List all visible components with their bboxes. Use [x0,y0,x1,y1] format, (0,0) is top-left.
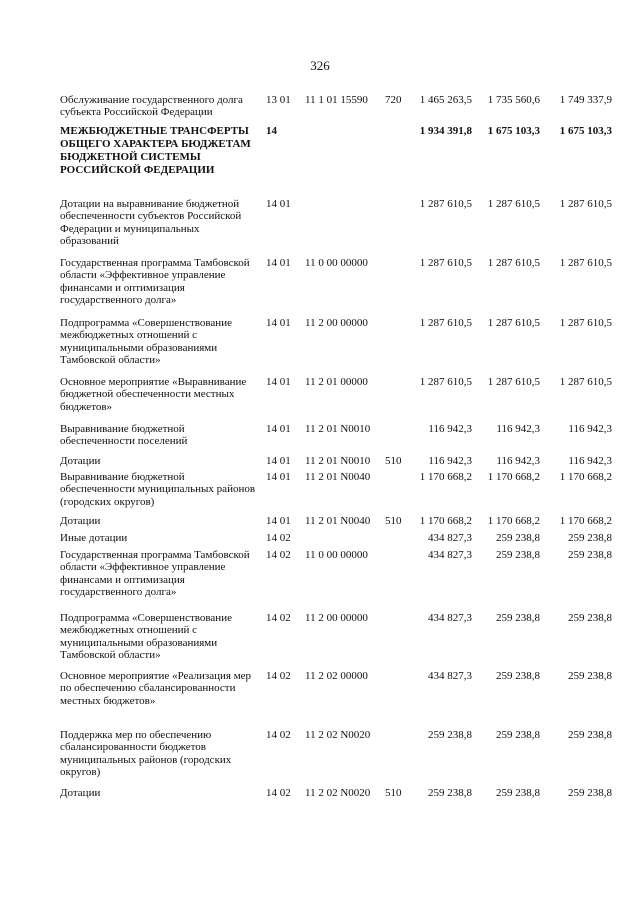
row-value-2: 259 238,8 [496,612,540,624]
row-value-1: 434 827,3 [428,612,472,624]
row-value-2: 259 238,8 [496,549,540,561]
row-value-2: 1 287 610,5 [487,317,540,329]
row-value-1: 1 287 610,5 [419,257,472,269]
row-section: 14 02 [266,729,291,741]
row-value-3: 1 287 610,5 [559,317,612,329]
row-value-2: 259 238,8 [496,787,540,799]
row-section: 14 02 [266,670,291,682]
row-target-article: 11 0 00 00000 [305,549,368,561]
row-value-2: 1 287 610,5 [487,376,540,388]
row-expense-type: 510 [385,515,402,527]
row-target-article: 11 2 00 00000 [305,612,368,624]
row-value-3: 1 287 610,5 [559,198,612,210]
row-value-2: 1 287 610,5 [487,257,540,269]
row-value-3: 1 749 337,9 [559,94,612,106]
row-value-3: 116 942,3 [568,455,612,467]
row-section: 14 01 [266,317,291,329]
row-target-article: 11 2 01 00000 [305,376,368,388]
row-section: 14 02 [266,612,291,624]
row-section: 14 01 [266,257,291,269]
row-section: 14 01 [266,455,291,467]
row-name: Основное мероприятие «Выравнивание бюджетной обеспеченности местных бюджетов» [60,376,247,413]
row-value-3: 1 170 668,2 [559,471,612,483]
row-name: Поддержка мер по обеспечению сбалансированности бюджетов муниципальных районов (городских округов) [60,729,232,779]
row-value-1: 259 238,8 [428,729,472,741]
row-value-1: 1 465 263,5 [419,94,472,106]
row-section: 14 01 [266,423,291,435]
row-value-1: 1 170 668,2 [419,471,472,483]
row-expense-type: 510 [385,455,402,467]
row-value-1: 1 287 610,5 [419,198,472,210]
row-section: 14 01 [266,376,291,388]
row-name: Иные дотации [60,532,128,544]
row-value-3: 1 287 610,5 [559,257,612,269]
row-target-article: 11 0 00 00000 [305,257,368,269]
row-name: Дотации [60,455,101,467]
row-name: МЕЖБЮДЖЕТНЫЕ ТРАНСФЕРТЫ ОБЩЕГО ХАРАКТЕРА БЮДЖЕТАМ БЮДЖЕТНОЙ СИСТЕМЫ РОССИЙСКОЙ ФЕДЕРАЦИИ [60,125,251,176]
row-target-article: 11 2 01 N0010 [305,455,371,467]
row-name: Государственная программа Тамбовской области «Эффективное управление финансами и оптимизация государственного долга» [60,549,250,599]
row-name: Обслуживание государственного долга субъекта Российской Федерации [60,94,243,119]
row-target-article: 11 2 00 00000 [305,317,368,329]
row-value-1: 1 170 668,2 [419,515,472,527]
row-value-3: 259 238,8 [568,549,612,561]
row-section: 14 01 [266,198,291,210]
row-value-2: 259 238,8 [496,670,540,682]
row-name: Подпрограмма «Совершенствование межбюджетных отношений с муниципальными образованиями Тамбовской области» [60,317,232,367]
row-value-1: 1 934 391,8 [419,125,472,137]
row-value-3: 1 287 610,5 [559,376,612,388]
row-expense-type: 720 [385,94,402,106]
row-value-3: 259 238,8 [568,787,612,799]
row-value-3: 259 238,8 [568,612,612,624]
row-value-3: 259 238,8 [568,532,612,544]
row-section: 14 02 [266,787,291,799]
row-name: Выравнивание бюджетной обеспеченности поселений [60,423,188,448]
row-value-1: 434 827,3 [428,532,472,544]
page-number: 326 [310,58,330,73]
row-section: 14 02 [266,532,291,544]
row-section: 14 [266,125,277,137]
row-value-3: 1 675 103,3 [559,125,612,137]
row-target-article: 11 2 01 N0040 [305,515,371,527]
row-value-2: 259 238,8 [496,532,540,544]
row-name: Выравнивание бюджетной обеспеченности муниципальных районов (городских округов) [60,471,256,508]
row-section: 14 01 [266,471,291,483]
row-value-3: 116 942,3 [568,423,612,435]
row-target-article: 11 1 01 15590 [305,94,368,106]
row-section: 14 02 [266,549,291,561]
row-value-3: 259 238,8 [568,729,612,741]
row-value-3: 259 238,8 [568,670,612,682]
row-expense-type: 510 [385,787,402,799]
row-target-article: 11 2 01 N0040 [305,471,371,483]
row-value-2: 1 675 103,3 [487,125,540,137]
row-target-article: 11 2 02 00000 [305,670,368,682]
row-value-2: 1 170 668,2 [487,471,540,483]
row-name: Основное мероприятие «Реализация мер по обеспечению сбалансированности местных бюджетов» [60,670,252,707]
row-value-2: 116 942,3 [496,423,540,435]
row-value-1: 116 942,3 [428,455,472,467]
row-value-2: 1 735 560,6 [487,94,540,106]
row-value-2: 116 942,3 [496,455,540,467]
row-target-article: 11 2 02 N0020 [305,787,371,799]
row-section: 14 01 [266,515,291,527]
row-target-article: 11 2 02 N0020 [305,729,371,741]
row-name: Дотации [60,515,101,527]
row-section: 13 01 [266,94,291,106]
row-value-3: 1 170 668,2 [559,515,612,527]
row-name: Дотации [60,787,101,799]
row-value-1: 434 827,3 [428,670,472,682]
row-value-1: 434 827,3 [428,549,472,561]
row-value-2: 1 287 610,5 [487,198,540,210]
row-name: Государственная программа Тамбовской области «Эффективное управление финансами и оптимизация государственного долга» [60,257,250,307]
row-value-1: 1 287 610,5 [419,317,472,329]
row-value-1: 116 942,3 [428,423,472,435]
row-name: Дотации на выравнивание бюджетной обеспеченности субъектов Российской Федерации и муниципальных образований [60,198,242,248]
row-value-2: 1 170 668,2 [487,515,540,527]
row-name: Подпрограмма «Совершенствование межбюджетных отношений с муниципальными образованиями Тамбовской области» [60,612,232,662]
row-value-1: 259 238,8 [428,787,472,799]
row-value-2: 259 238,8 [496,729,540,741]
row-target-article: 11 2 01 N0010 [305,423,371,435]
row-value-1: 1 287 610,5 [419,376,472,388]
